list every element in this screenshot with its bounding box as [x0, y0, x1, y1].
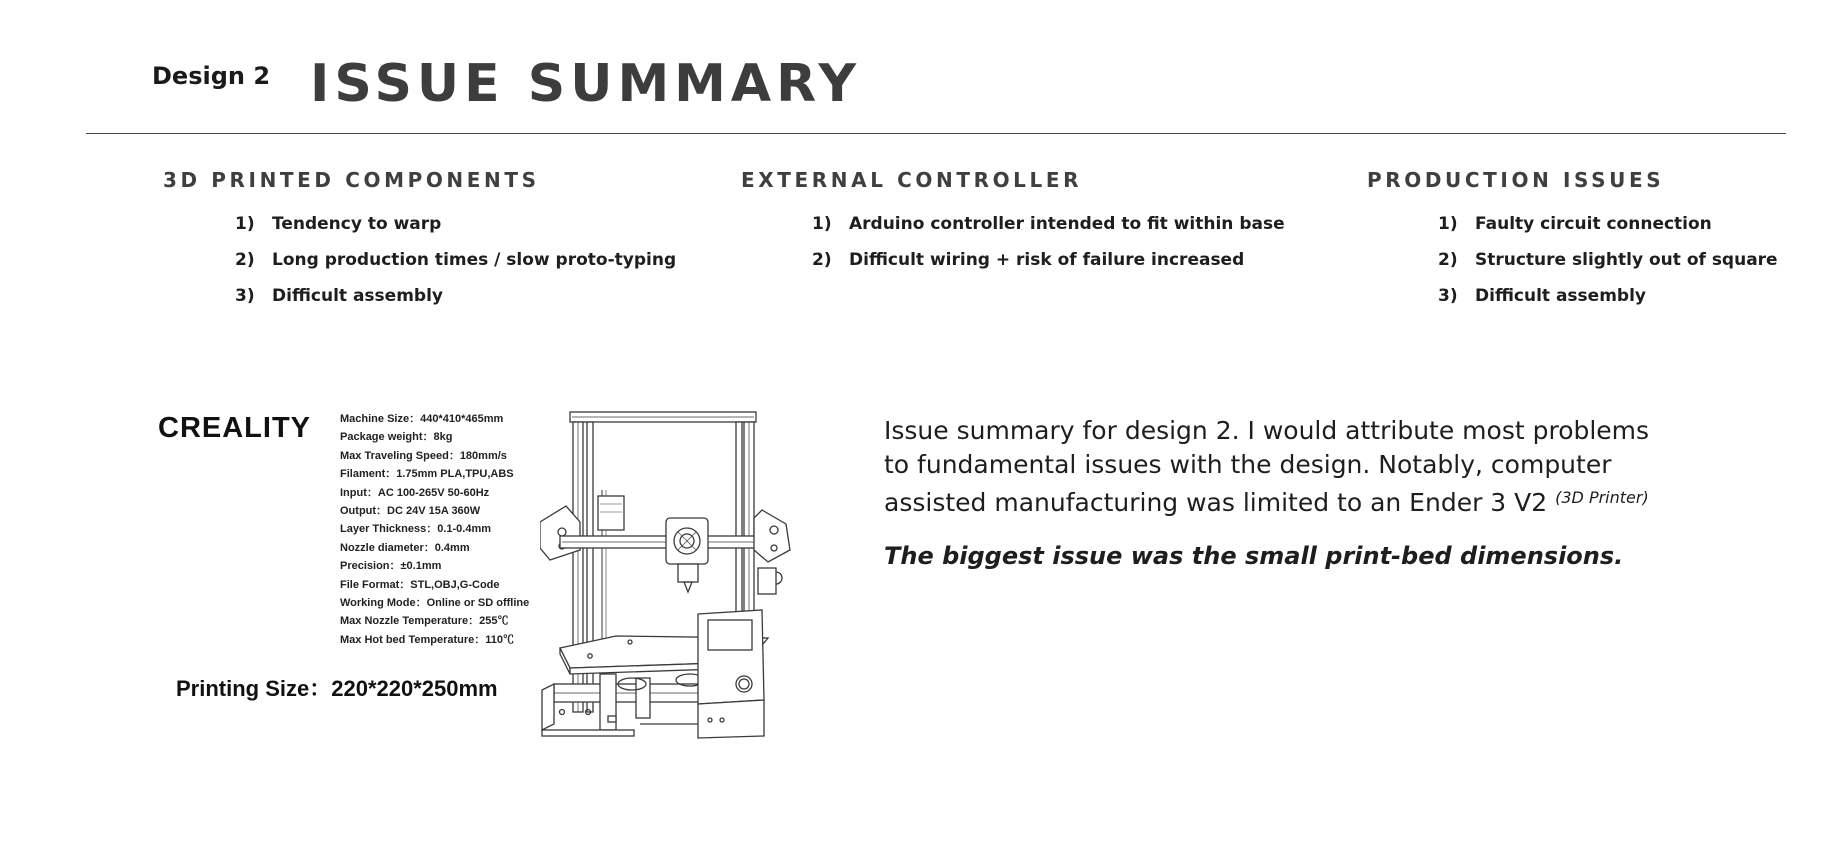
issue-list — [1438, 206, 1778, 314]
list-item — [1438, 278, 1778, 314]
item-text: Long production times / slow proto-typing — [272, 250, 677, 270]
spec-item: Max Traveling Speed：180mm/s — [340, 449, 507, 462]
item-number: 2) — [235, 250, 255, 270]
spec-item: Package weight：8kg — [340, 431, 453, 444]
creality-logo: CREALITY — [158, 412, 311, 444]
item-number: 2) — [1438, 250, 1458, 270]
spec-item: File Format：STL,OBJ,G-Code — [340, 578, 500, 591]
issue-list — [812, 206, 1285, 278]
spec-item: Input：AC 100-265V 50-60Hz — [340, 486, 490, 499]
title-divider — [86, 133, 1786, 134]
summary-body: Issue summary for design 2. I would attribute most problems to fundamental issues with the design. Notably, computer assisted manufacturing was limited to an Ender 3 V2 — [884, 416, 1650, 517]
item-text: Difficult wiring + risk of failure increased — [849, 250, 1245, 270]
spec-item: Output：DC 24V 15A 360W — [340, 504, 481, 517]
spec-item: Layer Thickness：0.1-0.4mm — [340, 523, 492, 536]
item-text: Tendency to warp — [272, 214, 442, 234]
item-text: Faulty circuit connection — [1475, 214, 1712, 234]
spec-item: Precision：±0.1mm — [340, 560, 442, 573]
spec-item: Nozzle diameter：0.4mm — [340, 541, 470, 554]
spec-list — [340, 410, 529, 649]
printing-size-label: Printing Size：220*220*250mm — [176, 676, 498, 701]
printer-drawing — [540, 400, 820, 745]
column-heading: 3D PRINTED COMPONENTS — [163, 168, 540, 192]
item-text: Structure slightly out of square — [1475, 250, 1778, 270]
page-title: ISSUE SUMMARY — [310, 54, 862, 114]
item-number: 1) — [812, 214, 832, 234]
column-external-controller — [741, 168, 1285, 278]
item-text: Arduino controller intended to fit within base — [849, 214, 1285, 234]
column-production-issues — [1367, 168, 1778, 314]
column-3d-printed-components — [163, 168, 676, 314]
list-item — [235, 206, 676, 242]
item-number: 2) — [812, 250, 832, 270]
spec-item: Max Hot bed Temperature：110℃ — [340, 633, 515, 646]
summary-text — [884, 414, 1674, 520]
spec-item: Max Nozzle Temperature：255℃ — [340, 615, 509, 628]
printer-spec-image — [150, 400, 820, 745]
item-text: Difficult assembly — [272, 286, 443, 306]
summary-emphasis: The biggest issue was the small print-bed dimensions. — [884, 541, 1624, 570]
item-number: 1) — [235, 214, 255, 234]
item-number: 3) — [235, 286, 255, 306]
item-text: Difficult assembly — [1475, 286, 1646, 306]
list-item — [1438, 206, 1778, 242]
spec-item: Working Mode：Online or SD offline — [340, 596, 530, 609]
list-item — [812, 206, 1285, 242]
issue-list — [235, 206, 676, 314]
column-heading: PRODUCTION ISSUES — [1367, 168, 1665, 192]
list-item — [812, 242, 1285, 278]
summary-annotation: (3D Printer) — [1555, 488, 1649, 507]
list-item — [235, 242, 676, 278]
design-label: Design 2 — [152, 62, 271, 90]
list-item — [235, 278, 676, 314]
spec-item: Filament：1.75mm PLA,TPU,ABS — [340, 468, 514, 481]
list-item — [1438, 242, 1778, 278]
summary-block — [884, 414, 1674, 570]
item-number: 3) — [1438, 286, 1458, 306]
spec-item: Machine Size：440*410*465mm — [340, 413, 504, 425]
column-heading: EXTERNAL CONTROLLER — [741, 168, 1083, 192]
item-number: 1) — [1438, 214, 1458, 234]
